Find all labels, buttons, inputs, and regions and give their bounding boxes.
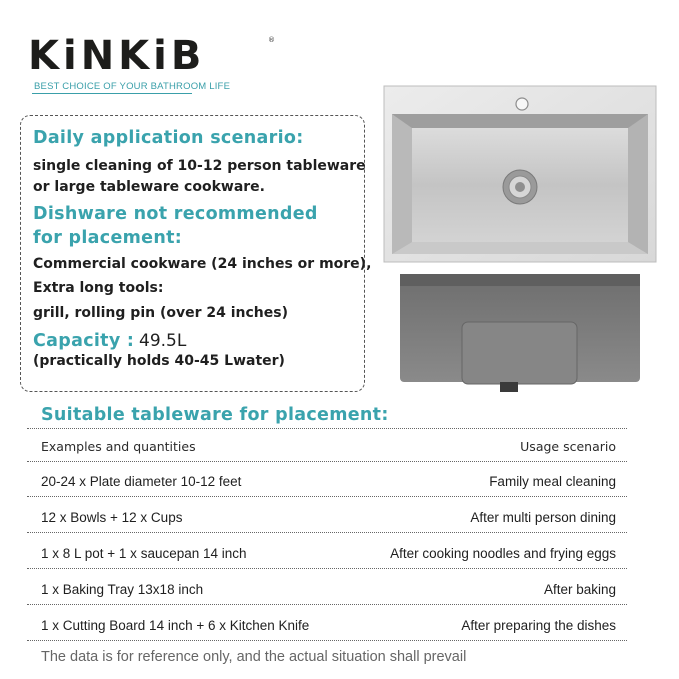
header-examples: Examples and quantities [41, 439, 196, 454]
trademark-symbol: ® [268, 36, 275, 44]
tagline-underline [32, 93, 192, 94]
row-usage: After baking [543, 582, 616, 597]
table-row [27, 499, 627, 533]
row-example: 20-24 x Plate diameter 10-12 feet [41, 474, 242, 489]
row-example: 12 x Bowls + 12 x Cups [41, 510, 183, 525]
row-usage: After cooking noodles and frying eggs [390, 546, 616, 561]
row-example: 1 x Baking Tray 13x18 inch [41, 582, 204, 597]
sink-illustration [380, 84, 660, 394]
row-usage: Family meal cleaning [489, 474, 616, 489]
table-row [27, 571, 627, 605]
capacity-value: 49.5L [139, 331, 187, 351]
daily-line-1: single cleaning of 10-12 person tableware [33, 158, 366, 174]
capacity-label: Capacity : [33, 331, 135, 351]
not-recommended-heading-2: for placement: [33, 228, 183, 248]
table-row [27, 607, 627, 641]
not-recommended-line-3: grill, rolling pin (over 24 inches) [33, 305, 288, 321]
not-recommended-heading-1: Dishware not recommended [33, 204, 318, 224]
not-recommended-line-2: Extra long tools: [33, 280, 164, 296]
daily-line-2: or large tableware cookware. [33, 179, 265, 195]
not-recommended-line-1: Commercial cookware (24 inches or more), [33, 256, 372, 272]
capacity-note: (practically holds 40-45 Lwater) [33, 353, 285, 369]
faucet-hole [516, 98, 528, 110]
drain-pipe [500, 382, 518, 392]
info-box [20, 115, 372, 392]
table-header-row [27, 428, 627, 462]
table-title: Suitable tableware for placement: [41, 405, 389, 425]
footnote: The data is for reference only, and the actual situation shall prevail [41, 649, 467, 665]
brand-logo [28, 33, 275, 92]
daily-heading: Daily application scenario: [33, 128, 304, 148]
brand-name: KiNKiB [28, 33, 206, 79]
table-row [27, 463, 627, 497]
row-usage: After preparing the dishes [461, 618, 616, 633]
row-example: 1 x Cutting Board 14 inch + 6 x Kitchen Knife [41, 618, 310, 633]
brand-tagline: BEST CHOICE OF YOUR BATHROOM LIFE [34, 81, 231, 92]
header-usage: Usage scenario [520, 439, 616, 454]
row-usage: After multi person dining [470, 510, 616, 525]
table-row [27, 535, 627, 569]
row-example: 1 x 8 L pot + 1 x saucepan 14 inch [41, 546, 247, 561]
